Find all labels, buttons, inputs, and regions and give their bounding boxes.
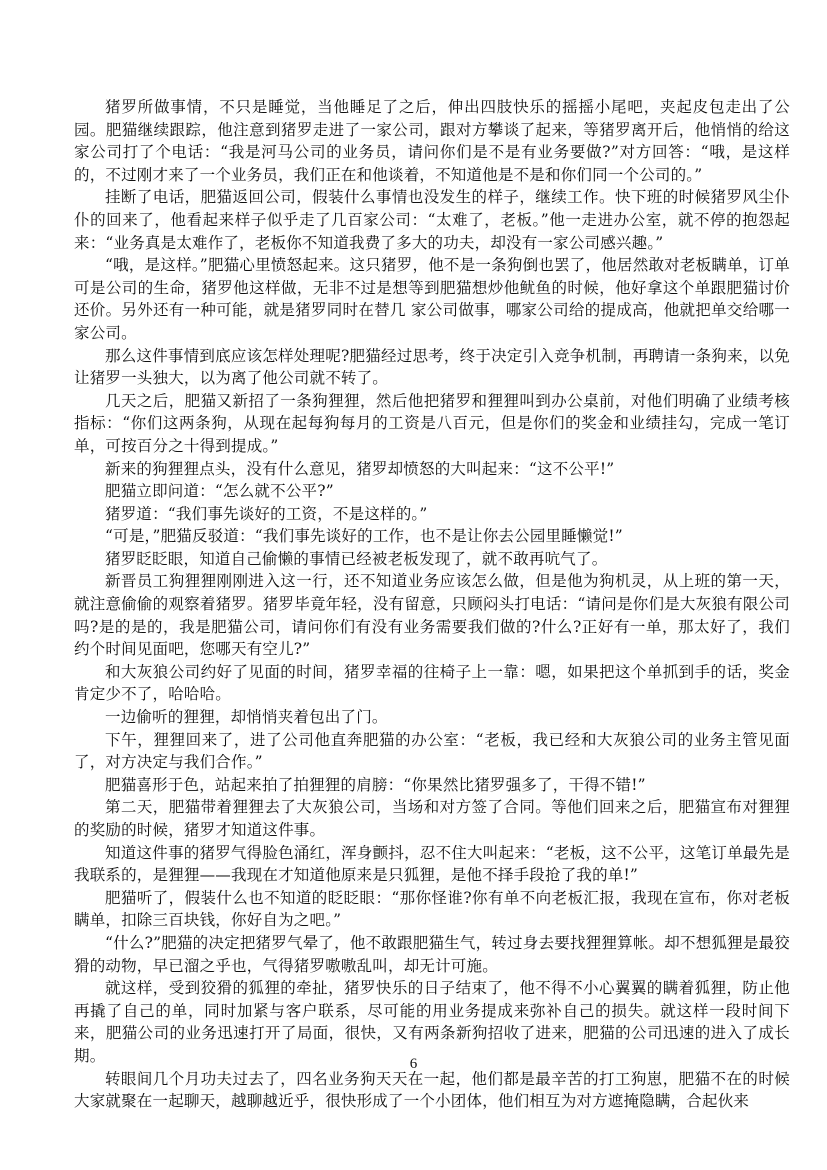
- paragraph: 和大灰狼公司约好了见面的时间，猪罗幸福的往椅子上一靠：嗯，如果把这个单抓到手的话，奖金肯定少不了，哈哈哈。: [74, 662, 790, 704]
- paragraph: 就这样，受到狡猾的狐狸的牵扯，猪罗快乐的日子结束了，他不得不小心翼翼的瞒着狐狸，防止他再撬了自己的单，同时加紧与客户联系，尽可能的用业务提成来弥补自己的损失。就这样一段时间下来，肥猫公司的业务迅速打开了局面，很快，又有两条新狗招收了进来，肥猫的公司迅速的进入了成长期。: [74, 979, 790, 1065]
- text-body: [74, 96, 790, 1113]
- paragraph: 转眼间几个月功夫过去了，四名业务狗天天在一起，他们都是最辛苦的打工狗崽，肥猫不在的时候大家就聚在一起聊天，越聊越近乎，很快形成了一个小团体，他们相互为对方遮掩隐瞒，合起伙来: [74, 1069, 790, 1111]
- paragraph: 猪罗所做事情，不只是睡觉，当他睡足了之后，伸出四肢快乐的摇摇小尾吧，夹起皮包走出了公园。肥猫继续跟踪，他注意到猪罗走进了一家公司，跟对方攀谈了起来，等猪罗离开后，他悄悄的给这家公司打了个电话：“我是河马公司的业务员，请问你们是不是有业务要做?”对方回答：“哦，是这样的，不过刚才来了一个业务员，我们正在和他谈着，不知道他是不是和你们同一个公司的。”: [74, 98, 790, 184]
- paragraph: 那么这件事情到底应该怎样处理呢?肥猫经过思考，终于决定引入竞争机制，再聘请一条狗来，以免让猪罗一头独大，以为离了他公司就不转了。: [74, 346, 790, 388]
- paragraph: 一边偷听的狸狸，却悄悄夹着包出了门。: [105, 708, 388, 727]
- paragraph: “可是，”肥猫反驳道：“我们事先谈好的工作，也不是让你去公园里睡懒觉!”: [105, 527, 623, 546]
- paragraph: 猪罗道：“我们事先谈好的工资，不是这样的。”: [105, 504, 428, 523]
- paragraph: 肥猫喜形于色，站起来拍了拍狸狸的肩膀：“你果然比猪罗强多了，干得不错!”: [105, 775, 646, 794]
- paragraph: 挂断了电话，肥猫返回公司，假装什么事情也没发生的样子，继续工作。快下班的时候猪罗风尘仆仆的回来了，他看起来样子似乎走了几百家公司：“太难了，老板。”他一走进办公室，就不停的抱怨起来：“业务真是太难作了，老板你不知道我费了多大的功夫，却没有一家公司感兴趣。”: [74, 188, 790, 252]
- paragraph: 猪罗眨眨眼，知道自己偷懒的事情已经被老板发现了，就不敢再吭气了。: [105, 549, 608, 568]
- paragraph: “哦，是这样。”肥猫心里愤怒起来。这只猪罗，他不是一条狗倒也罢了，他居然敢对老板瞒单，订单可是公司的生命，猪罗他这样做，无非不过是想等到肥猫想炒他鱿鱼的时候，他好拿这个单跟肥猫讨价还价。另外还有一种可能，就是猪罗同时在替几 家公司做事，哪家公司给的提成高，他就把单交给哪一家公司。: [74, 256, 790, 342]
- paragraph: 第二天，肥猫带着狸狸去了大灰狼公司，当场和对方签了合同。等他们回来之后，肥猫宣布对狸狸的奖励的时候，猪罗才知道这件事。: [74, 798, 790, 839]
- paragraph: 知道这件事的猪罗气得脸色涌红，浑身颤抖，忍不住大叫起来：“老板，这不公平，这笔订单最先是我联系的，是狸狸——我现在才知道他原来是只狐狸，是他不择手段抢了我的单!”: [74, 843, 790, 885]
- paragraph: 肥猫听了，假装什么也不知道的眨眨眼：“那你怪谁?你有单不向老板汇报，我现在宣布，你对老板瞒单，扣除三百块钱，你好自为之吧。”: [74, 888, 790, 930]
- paragraph: 新来的狗狸狸点头，没有什么意见，猪罗却愤怒的大叫起来：“这不公平!”: [105, 459, 615, 478]
- paragraph: 下午，狸狸回来了，进了公司他直奔肥猫的办公室：“老板，我已经和大灰狼公司的业务主管见面了，对方决定与我们合作。”: [74, 730, 790, 772]
- paragraph: “什么?”肥猫的决定把猪罗气晕了，他不敢跟肥猫生气，转过身去要找狸狸算帐。却不想狐狸是最狡猾的动物，早已溜之乎也，气得猪罗嗷嗷乱叫，却无计可施。: [74, 933, 790, 975]
- paragraph: 肥猫立即问道：“怎么就不公平?”: [105, 482, 334, 501]
- paragraph: 几天之后，肥猫又新招了一条狗狸狸，然后他把猪罗和狸狸叫到办公桌前，对他们明确了业绩考核指标：“你们这两条狗，从现在起每狗每月的工资是八百元，但是你们的奖金和业绩挂勾，完成一笔订单，可按百分之十得到提成。”: [74, 391, 790, 455]
- page-number: 6: [409, 1056, 418, 1072]
- paragraph: 新晋员工狗狸狸刚刚进入这一行，还不知道业务应该怎么做，但是他为狗机灵，从上班的第一天，就注意偷偷的观察着猪罗。猪罗毕竟年轻，没有留意，只顾闷头打电话：“请问是你们是大灰狼有限公司吗?是的是的，我是肥猫公司，请问你们有没有业务需要我们做的?什么?正好有一单，那太好了，我们约个时间见面吧，您哪天有空儿?”: [74, 572, 790, 659]
